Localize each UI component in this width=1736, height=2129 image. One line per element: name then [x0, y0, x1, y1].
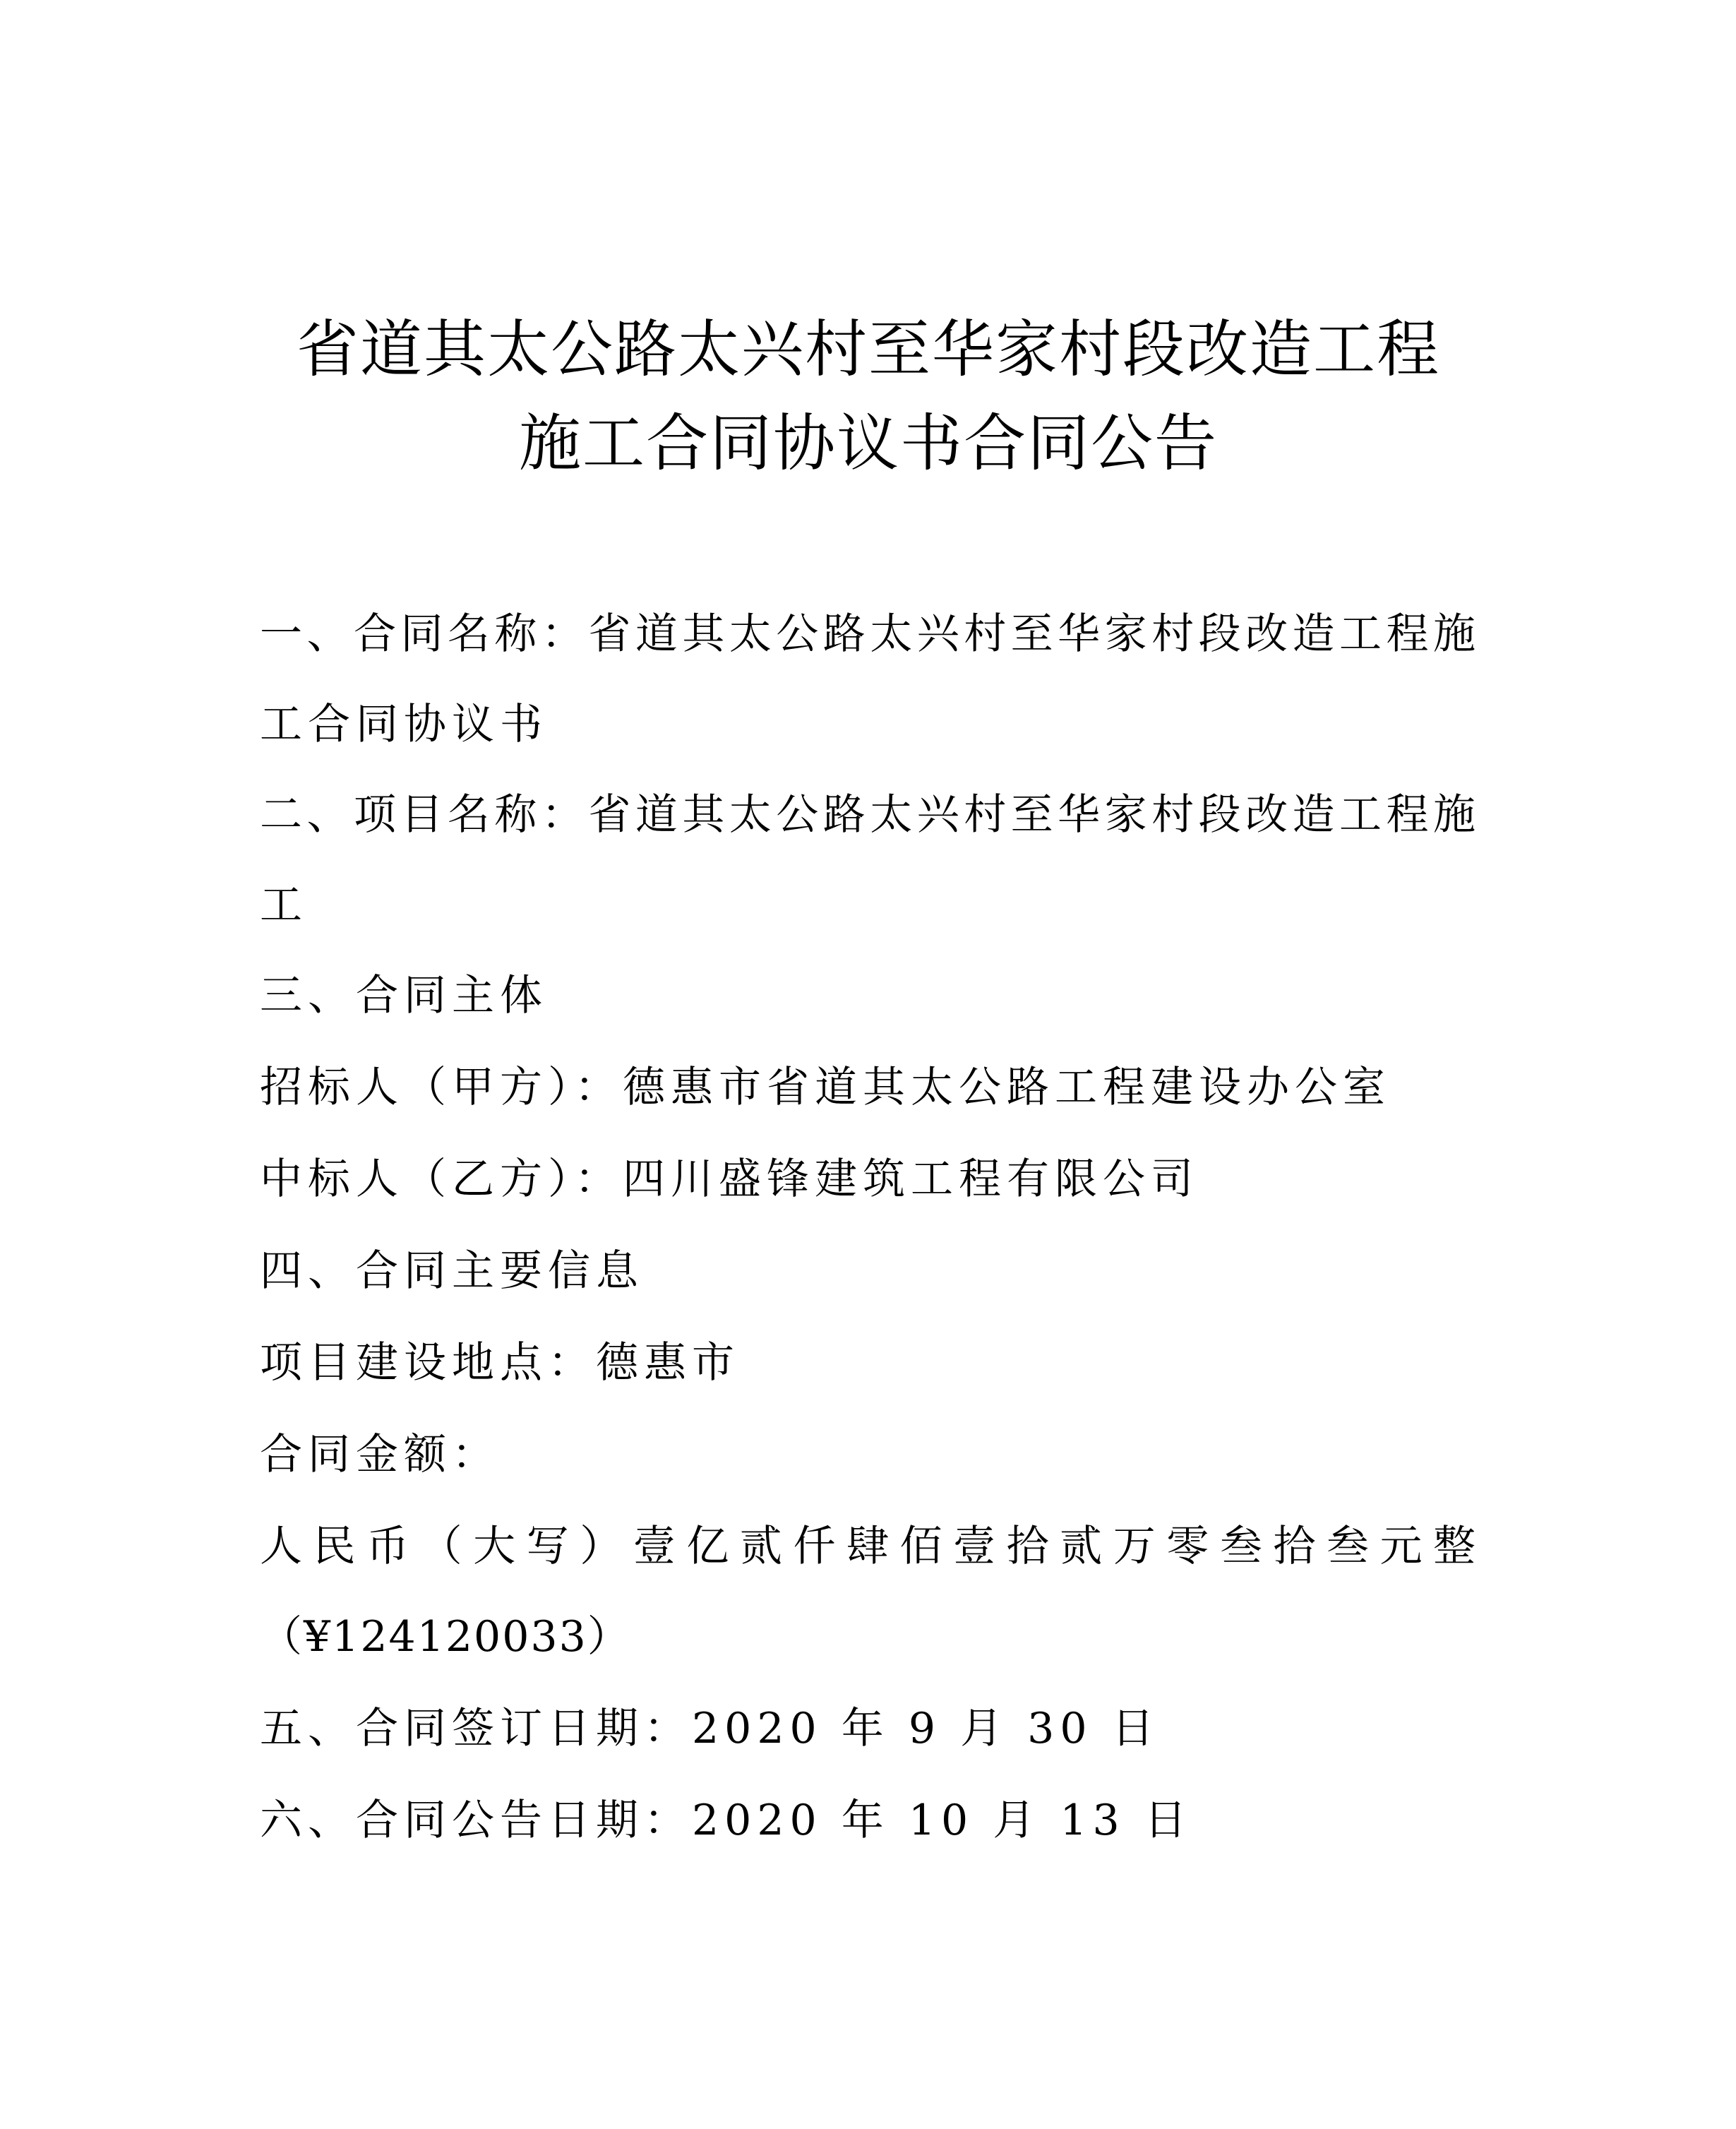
document-title-line-1: 省道其太公路太兴村至华家村段改造工程	[296, 313, 1440, 386]
contract-name-line-1: 一、合同名称：省道其太公路太兴村至华家村段改造工程施	[260, 609, 1475, 659]
parties-heading: 三、合同主体	[260, 971, 548, 1020]
contract-amount-words: 人民币（大写）壹亿贰仟肆佰壹拾贰万零叁拾叁元整	[260, 1522, 1475, 1571]
contract-amount-label: 合同金额：	[260, 1430, 500, 1479]
main-info-heading: 四、合同主要信息	[260, 1246, 644, 1296]
contract-name-line-2: 工合同协议书	[260, 700, 548, 749]
party-b: 中标人（乙方）：四川盛锋建筑工程有限公司	[260, 1155, 1199, 1204]
project-name-line-2: 工	[260, 881, 308, 930]
document-title-line-2: 施工合同协议书合同公告	[518, 407, 1218, 479]
project-name-line-1: 二、项目名称：省道其太公路太兴村至华家村段改造工程施	[260, 790, 1475, 840]
sign-date: 五、合同签订日期：2020 年 9 月 30 日	[260, 1704, 1160, 1753]
contract-amount-figure: （¥124120033）	[260, 1612, 631, 1662]
project-location: 项目建设地点：德惠市	[260, 1338, 740, 1388]
announce-date: 六、合同公告日期：2020 年 10 月 13 日	[260, 1796, 1192, 1845]
party-a: 招标人（甲方）：德惠市省道其太公路工程建设办公室	[260, 1063, 1391, 1112]
